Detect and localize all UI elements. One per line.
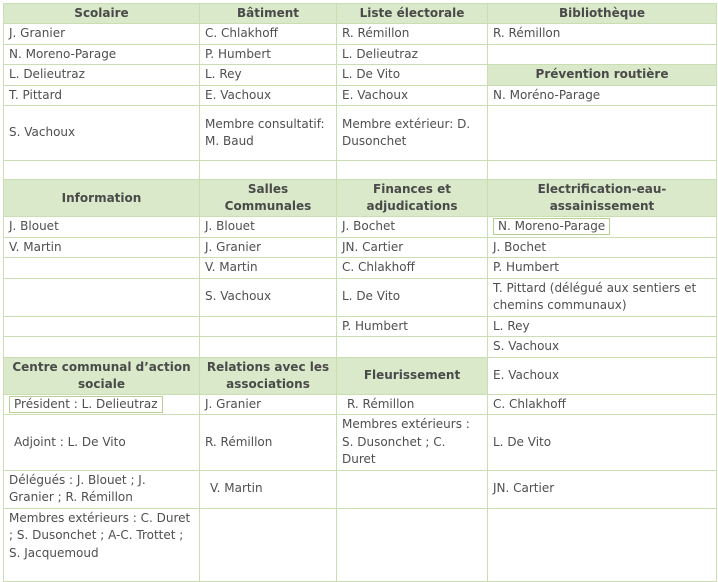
liste-member: L. Delieutraz (337, 44, 488, 65)
header-electrification: Electrification-eau-assainissement (488, 180, 717, 217)
col4-member: L. De Vito (488, 415, 717, 471)
col4-member: C. Chlakhoff (488, 394, 717, 415)
electrification-member: T. Pittard (délégué aux sentiers et chemins communaux) (488, 278, 717, 316)
header-finances: Finances et adjudications (337, 180, 488, 217)
header-ccas: Centre communal d’action sociale (4, 357, 200, 394)
fleurissement-member: R. Rémillon (337, 394, 488, 415)
header-scolaire: Scolaire (4, 4, 200, 24)
empty-cell (4, 258, 200, 279)
scolaire-member: T. Pittard (4, 85, 200, 106)
empty-cell (200, 337, 337, 358)
fleurissement-members-exterieurs: Membres extérieurs : S. Dusonchet ; C. Duret (337, 415, 488, 471)
relations-member: R. Rémillon (200, 415, 337, 471)
liste-member: Membre extérieur: D. Dusonchet (337, 106, 488, 161)
empty-cell (488, 44, 717, 65)
salles-member: V. Martin (200, 258, 337, 279)
electrification-member: P. Humbert (488, 258, 717, 279)
ccas-president (4, 394, 200, 415)
commissions-table (3, 3, 717, 582)
header-liste-electorale: Liste électorale (337, 4, 488, 24)
empty-cell (337, 470, 488, 508)
empty-cell (337, 508, 488, 581)
empty-cell (4, 337, 200, 358)
salles-member: S. Vachoux (200, 278, 337, 316)
batiment-member: C. Chlakhoff (200, 24, 337, 45)
header-information: Information (4, 180, 200, 217)
electrification-member: J. Bochet (488, 237, 717, 258)
scolaire-member: J. Granier (4, 24, 200, 45)
batiment-member: P. Humbert (200, 44, 337, 65)
spacer-cell (488, 161, 717, 180)
col4-member: JN. Cartier (488, 470, 717, 508)
electrification-member (488, 217, 717, 238)
relations-member: J. Granier (200, 394, 337, 415)
boxed-name: Président : L. Delieutraz (9, 396, 163, 413)
ccas-delegues: Délégués : J. Blouet ; J. Granier ; R. Rémillon (4, 470, 200, 508)
liste-member: E. Vachoux (337, 85, 488, 106)
liste-member: L. De Vito (337, 65, 488, 86)
spacer-cell (200, 161, 337, 180)
salles-member: J. Blouet (200, 217, 337, 238)
scolaire-member: S. Vachoux (4, 106, 200, 161)
finances-member: P. Humbert (337, 316, 488, 337)
header-batiment: Bâtiment (200, 4, 337, 24)
relations-member: V. Martin (200, 470, 337, 508)
spacer-cell (337, 161, 488, 180)
boxed-name: N. Moreno-Parage (493, 218, 610, 235)
finances-member: J. Bochet (337, 217, 488, 238)
ccas-membres-exterieurs: Membres extérieurs : C. Duret ; S. Dusonchet ; A-C. Trottet ; S. Jacquemoud (4, 508, 200, 581)
empty-cell (200, 508, 337, 581)
liste-member: R. Rémillon (337, 24, 488, 45)
empty-cell (337, 337, 488, 358)
scolaire-member: L. Delieutraz (4, 65, 200, 86)
electrification-member: S. Vachoux (488, 337, 717, 358)
finances-member: C. Chlakhoff (337, 258, 488, 279)
finances-member: L. De Vito (337, 278, 488, 316)
header-salles-communales: Salles Communales (200, 180, 337, 217)
salles-member: J. Granier (200, 237, 337, 258)
scolaire-member: N. Moreno-Parage (4, 44, 200, 65)
batiment-member: Membre consultatif: M. Baud (200, 106, 337, 161)
ccas-adjoint: Adjoint : L. De Vito (4, 415, 200, 471)
batiment-member: E. Vachoux (200, 85, 337, 106)
empty-cell (488, 508, 717, 581)
empty-cell (4, 278, 200, 316)
header-bibliotheque: Bibliothèque (488, 4, 717, 24)
empty-cell (488, 106, 717, 161)
bibliotheque-member: R. Rémillon (488, 24, 717, 45)
information-member: V. Martin (4, 237, 200, 258)
prevention-member: N. Moréno-Parage (488, 85, 717, 106)
spacer-cell (4, 161, 200, 180)
empty-cell (200, 316, 337, 337)
empty-cell (4, 316, 200, 337)
header-fleurissement: Fleurissement (337, 357, 488, 394)
information-member: J. Blouet (4, 217, 200, 238)
finances-member: JN. Cartier (337, 237, 488, 258)
batiment-member: L. Rey (200, 65, 337, 86)
header-prevention-routiere: Prévention routière (488, 65, 717, 86)
header-relations-associations: Relations avec les associations (200, 357, 337, 394)
col4-member: E. Vachoux (488, 357, 717, 394)
electrification-member: L. Rey (488, 316, 717, 337)
